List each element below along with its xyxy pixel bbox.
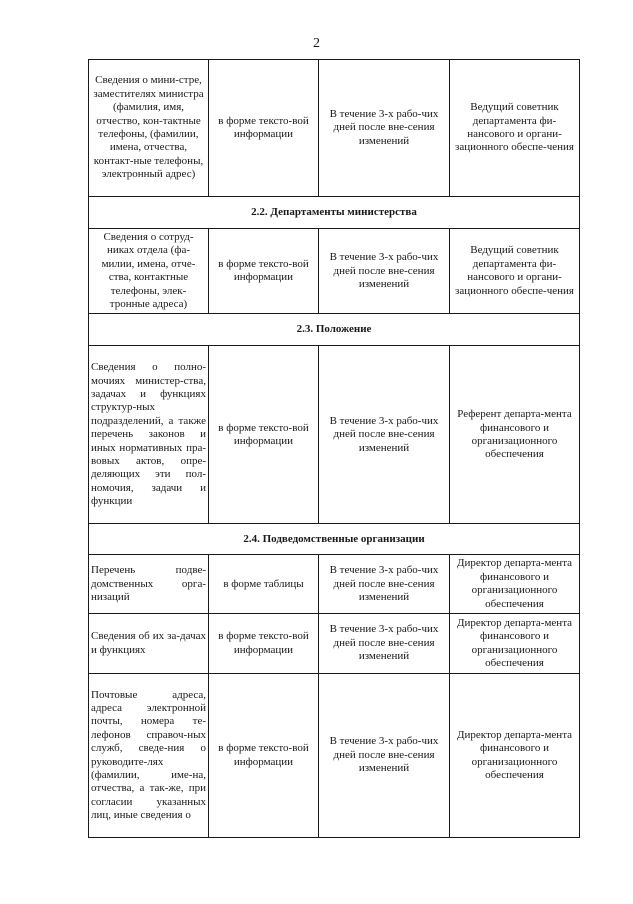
info-form-cell: в форме тексто-вой информации bbox=[209, 229, 319, 314]
deadline-cell: В течение 3-х рабо-чих дней после вне-сения изменений bbox=[319, 555, 450, 614]
responsible-cell: Директор департа-мента финансового и организационного обеспечения bbox=[450, 614, 580, 674]
info-description-cell: Сведения об их за-дачах и функциях bbox=[89, 614, 209, 674]
info-description-cell: Сведения о сотруд-никах отдела (фа-милии, имена, отче-ства, контактные телефоны, элек-тронные адреса) bbox=[89, 229, 209, 314]
info-form-cell: в форме таблицы bbox=[209, 555, 319, 614]
info-description-cell: Сведения о полно-мочиях министер-ства, задачах и функциях структур-ных подразделений, а также перечень законов и иных нормативных пра-вовых актов, опре-деляющих эти пол-номочия, задачи и функции bbox=[89, 346, 209, 524]
deadline-cell: В течение 3-х рабо-чих дней после вне-сения изменений bbox=[319, 346, 450, 524]
table-row bbox=[89, 229, 580, 314]
section-row bbox=[89, 314, 580, 346]
section-heading: 2.2. Департаменты министерства bbox=[89, 197, 580, 229]
document-table bbox=[88, 59, 580, 838]
info-form-cell: в форме тексто-вой информации bbox=[209, 674, 319, 838]
responsible-cell: Директор департа-мента финансового и организационного обеспечения bbox=[450, 555, 580, 614]
responsible-cell: Ведущий советник департамента фи-нансового и органи-зационного обеспе-чения bbox=[450, 60, 580, 197]
deadline-cell: В течение 3-х рабо-чих дней после вне-сения изменений bbox=[319, 614, 450, 674]
table-row bbox=[89, 60, 580, 197]
section-heading: 2.4. Подведомственные организации bbox=[89, 524, 580, 555]
info-description-cell: Сведения о мини-стре, заместителях министра (фамилия, имя, отчество, кон-тактные телефоны, (фамилии, имена, отчества, контакт-ные телефоны, электронный адрес) bbox=[89, 60, 209, 197]
deadline-cell: В течение 3-х рабо-чих дней после вне-сения изменений bbox=[319, 674, 450, 838]
table-row bbox=[89, 674, 580, 838]
table-row bbox=[89, 346, 580, 524]
responsible-cell: Директор департа-мента финансового и организационного обеспечения bbox=[450, 674, 580, 838]
info-form-cell: в форме тексто-вой информации bbox=[209, 346, 319, 524]
info-description-cell: Перечень подве-домственных орга-низаций bbox=[89, 555, 209, 614]
info-form-cell: в форме тексто-вой информации bbox=[209, 614, 319, 674]
page-number: 2 bbox=[313, 36, 320, 51]
section-heading: 2.3. Положение bbox=[89, 314, 580, 346]
info-description-cell: Почтовые адреса, адреса электронной почты, номера те-лефонов справоч-ных служб, сведе-ния о руководите-лях (фамилии, име-на, отчества, а так-же, при согласии указанных лиц, иные сведения о bbox=[89, 674, 209, 838]
section-row bbox=[89, 197, 580, 229]
section-row bbox=[89, 524, 580, 555]
table-row bbox=[89, 614, 580, 674]
deadline-cell: В течение 3-х рабо-чих дней после вне-сения изменений bbox=[319, 60, 450, 197]
info-form-cell: в форме тексто-вой информации bbox=[209, 60, 319, 197]
responsible-cell: Референт департа-мента финансового и организационного обеспечения bbox=[450, 346, 580, 524]
table-row bbox=[89, 555, 580, 614]
responsible-cell: Ведущий советник департамента фи-нансового и органи-зационного обеспе-чения bbox=[450, 229, 580, 314]
deadline-cell: В течение 3-х рабо-чих дней после вне-сения изменений bbox=[319, 229, 450, 314]
